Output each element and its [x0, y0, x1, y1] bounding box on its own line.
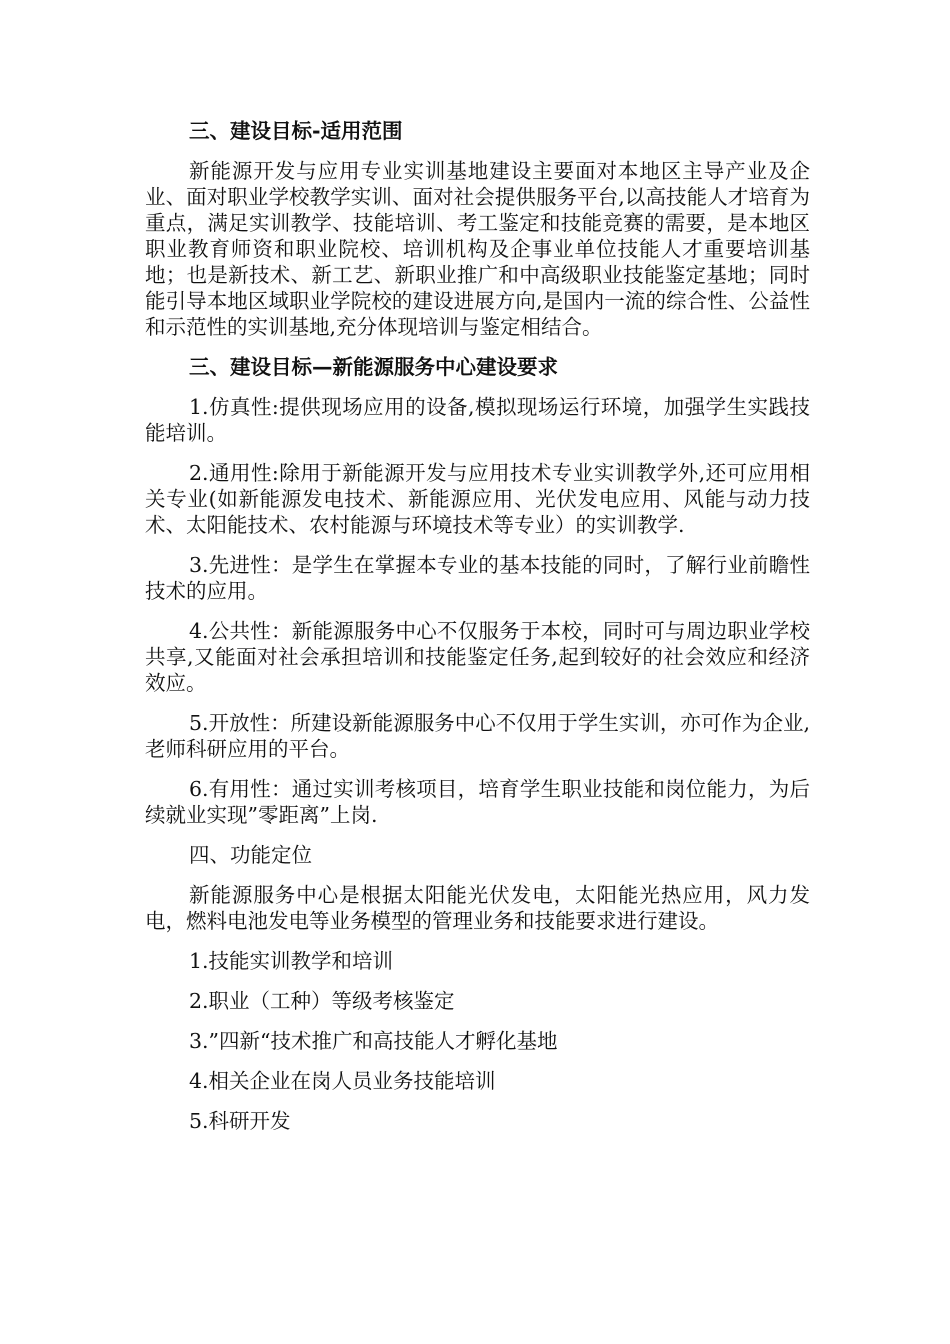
function-item: 3.”四新“技术推广和高技能人才孵化基地 — [189, 1029, 558, 1053]
requirement-item-simulation: 1.仿真性:提供现场应用的设备,模拟现场运行环境，加强学生实践技能培训。 — [145, 395, 810, 445]
function-item: 4.相关企业在岗人员业务技能培训 — [189, 1069, 496, 1093]
requirement-item-usefulness: 6.有用性：通过实训考核项目，培育学生职业技能和岗位能力，为后续就业实现”零距离”上岗. — [145, 777, 810, 827]
requirement-item-advanced: 3.先进性：是学生在掌握本专业的基本技能的同时，了解行业前瞻性技术的应用。 — [145, 553, 810, 603]
requirement-item-generality: 2.通用性:除用于新能源开发与应用技术专业实训教学外,还可应用相关专业(如新能源发电技术、新能源应用、光伏发电应用、风能与动力技术、太阳能技术、农村能源与环境技术等专业）的实训教学. — [145, 461, 810, 537]
scope-paragraph: 新能源开发与应用专业实训基地建设主要面对本地区主导产业及企业、面对职业学校教学实训、面对社会提供服务平台,以高技能人才培育为重点，满足实训教学、技能培训、考工鉴定和技能竞赛的需要，是本地区职业教育师资和职业院校、培训机构及企事业单位技能人才重要培训基地；也是新技术、新工艺、新职业推广和中高级职业技能鉴定基地；同时能引导本地区域职业学院校的建设进展方向,是国内一流的综合性、公益性和示范性的实训基地,充分体现培训与鉴定相结合。 — [145, 159, 810, 339]
requirement-item-public: 4.公共性：新能源服务中心不仅服务于本校，同时可与周边职业学校共享,又能面对社会承担培训和技能鉴定任务,起到较好的社会效应和经济效应。 — [145, 619, 810, 695]
function-item: 5.科研开发 — [189, 1109, 291, 1133]
section-heading-function: 四、功能定位 — [189, 843, 312, 867]
section-heading-requirements: 三、建设目标—新能源服务中心建设要求 — [189, 355, 558, 379]
function-item: 1.技能实训教学和培训 — [189, 949, 394, 973]
function-paragraph: 新能源服务中心是根据太阳能光伏发电，太阳能光热应用，风力发电，燃料电池发电等业务模型的管理业务和技能要求进行建设。 — [145, 883, 810, 933]
requirement-item-openness: 5.开放性：所建设新能源服务中心不仅用于学生实训，亦可作为企业,老师科研应用的平台。 — [145, 711, 810, 761]
function-item: 2.职业（工种）等级考核鉴定 — [189, 989, 455, 1013]
document-body — [145, 118, 810, 1148]
section-heading-scope: 三、建设目标-适用范围 — [189, 119, 403, 143]
